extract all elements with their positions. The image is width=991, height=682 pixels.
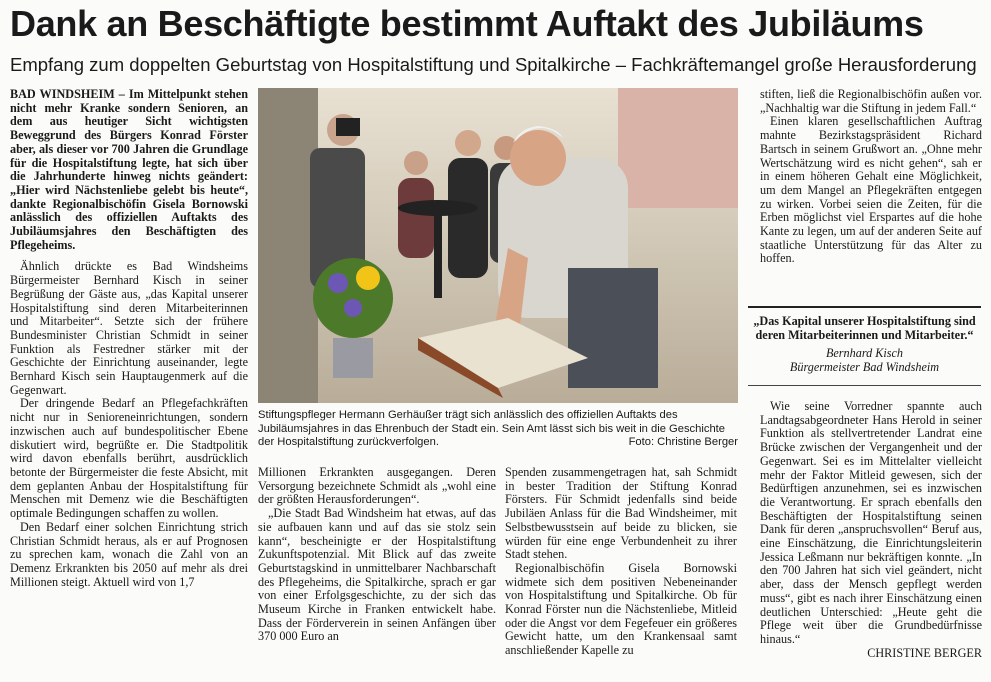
article-author: CHRISTINE BERGER — [867, 645, 982, 660]
body-paragraph: Den Bedarf einer solchen Einrichtung strich Christian Schmidt heraus, als er auf Prognosen zu sprechen kam, wonach die Zahl von an Demenz Erkrankten bis 2050 auf mehr als drei Millionen steigt. Aktuell wird von 1,7 — [10, 519, 248, 589]
photo-caption — [258, 409, 738, 450]
body-paragraph: Millionen Erkrankten ausgegangen. Deren Versorgung bezeichnete Schmidt als „wohl eine der größten Herausforderungen“. — [258, 466, 496, 507]
headline: Dank an Beschäftigte bestimmt Auftakt des Jubiläums — [10, 3, 924, 44]
photo-credit: Foto: Christine Berger — [628, 436, 738, 448]
body-paragraph: Einen klaren gesellschaftlichen Auftrag mahnte Bezirkstagspräsident Richard Bartsch in seinem Grußwort an. „Ohne mehr Wertschätzung wird es nicht gehen“, sah er in einem höheren Gehalt eine Möglichkeit, um dem Mangel an Pflegekräften entgegen zu wirken. Vorbei seien die Zeiten, für die Erben möglichst viel Erspartes auf die hohe Kante zu legen, um auf der anderen Seite auf staatliche Unterstützung für das Alter zu hoffen. — [760, 114, 982, 266]
caption-text: Stiftungspfleger Hermann Gerhäußer trägt sich anlässlich des offiziellen Auftakts des Jubiläumsjahres in das Ehrenbuch der Stadt ein. Sein Amt lässt sich bis weit in die Geschichte der Hospitalstiftung zurückverfolgen. — [258, 409, 726, 448]
photo-illustration — [258, 88, 738, 403]
lead-text: BAD WINDSHEIM – Im Mittelpunkt stehen nicht mehr Kranke sondern Senioren, an dem aus heutiger Sicht wichtigsten Beweggrund des Bürgers Konrad Förster aber, als dieser vor 700 Jahren die Grundlage für die Hospitalstiftung legte, hat sich über die Jahrhunderte hinweg nichts geändert: „Hier wird Nächstenliebe gelebt bis heute“, dankte Regionalbischöfin Gisela Bornowski anlässlich des offiziellen Auftakts des Jubiläumsjahres den Beschäftigten des Pflegeheims. — [10, 88, 248, 252]
body-paragraph: Regionalbischöfin Gisela Bornowski widmete sich dem positiven Nebeneinander von Hospitalstiftung und Spitalkirche. Ob für Konrad Förster nun die Nächstenliebe, Mitleid oder die Angst vor dem Fegefeuer ein größeres Gewicht hatte, um den Krankensaal samt anschließender Kapelle zu — [505, 560, 737, 658]
quote-text: „Das Kapital unserer Hospitalstiftung sind deren Mitarbeiterinnen und Mitarbeiter.“ — [753, 314, 976, 342]
lead-paragraph — [10, 88, 248, 252]
article-photo — [258, 88, 738, 403]
body-paragraph: stiften, ließ die Regionalbischöfin außen vor. „Nachhaltig war die Stiftung in jedem Fall.“ — [760, 88, 982, 115]
body-paragraph: Ähnlich drückte es Bad Windsheims Bürgermeister Bernhard Kisch in seiner Begrüßung der Gäste aus, „das Kapital unserer Hospitalstiftung sind deren Mitarbeiterinnen und Mitarbeiter“. Setzte sich der frühere Bundesminister Christian Schmidt in seiner Funktion als Festredner stärker mit der Geschichte der Einrichtung auseinander, legte Bernhard Kisch sein Hauptaugenmerk auf die Gegenwart. — [10, 259, 248, 397]
article-column-4-bottom — [760, 400, 982, 678]
body-paragraph: Wie seine Vorredner spannte auch Landtagsabgeordneter Hans Herold in seiner Funktion als stellvertretender Landrat eine Brücke zwischen der Vergangenheit und der Gegenwart. Sei es im Mittelalter vielleicht mehr der Faktor Mitleid gewesen, sich der Bedürftigen anzunehmen, sei es inzwischen die Verantwortung. Er sprach ebenfalls den Beschäftigten der Hospitalstiftung seinen Dank für deren „anspruchsvollen“ Beruf aus, eine Einschätzung, die Einrichtungsleiterin Jessica Leßmann nur bekräftigen konnte. „In den 700 Jahren hat sich viel geändert, nicht aber, dass der Mensch gepflegt werden muss“, gibt es nach ihrer Einschätzung einen deutlichen Unterschied: „Heute geht die Pflege weit über die Grundbedürfnisse hinaus.“ — [760, 400, 982, 646]
article-column-2 — [258, 466, 496, 678]
article-column-3 — [505, 466, 737, 678]
quote-author: Bernhard Kisch — [825, 346, 904, 360]
article-column-1 — [10, 88, 248, 678]
body-paragraph: Der dringende Bedarf an Pflegefachkräften nicht nur in Senioreneinrichtungen, sondern inzwischen auch auf bundespolitischer Ebene diskutiert wird, begrüßte er. Die Stadtpolitik wird davon ebenfalls berührt, ausdrücklich betonte der Bürgermeister die feste Absicht, mit dem geplanten Anbau der Hospitalstiftung für Menschen mit Demenz wie die Beschäftigten optimale Bedingungen schaffen zu wollen. — [10, 396, 248, 521]
body-paragraph: Spenden zusammengetragen hat, sah Schmidt in bester Tradition der Stiftung Konrad Försters. Für Schmidt jedenfalls sind beide Jubiläen Anlass für die Bad Windsheimer, mit Selbstbewusstsein auf beide zu blicken, sie würden für eine enge Verbundenheit zu ihrer Stadt stehen. — [505, 466, 737, 562]
article-column-4-top — [760, 88, 982, 306]
quote-author-role: Bürgermeister Bad Windsheim — [789, 360, 940, 374]
pull-quote — [748, 306, 981, 386]
body-paragraph: „Die Stadt Bad Windsheim hat etwas, auf das sie aufbauen kann und auf das sie stolz sein kann“, bescheinigte er der Hospitalstiftung Zukunftspotenzial. Mit Blick auf das zweite Geburtstagskind in unmittelbarer Nachbarschaft des Pflegeheims, die Spitalkirche, sprach er gar von einer Erfolgsgeschichte, zu der sich das Museum Kirche in Franken entwickelt habe. Dass der Förderverein in seinen Anfängen über 370 000 Euro an — [258, 506, 496, 644]
subheadline: Empfang zum doppelten Geburtstag von Hospitalstiftung und Spitalkirche – Fachkräftemangel große Herausforderung — [10, 54, 977, 75]
